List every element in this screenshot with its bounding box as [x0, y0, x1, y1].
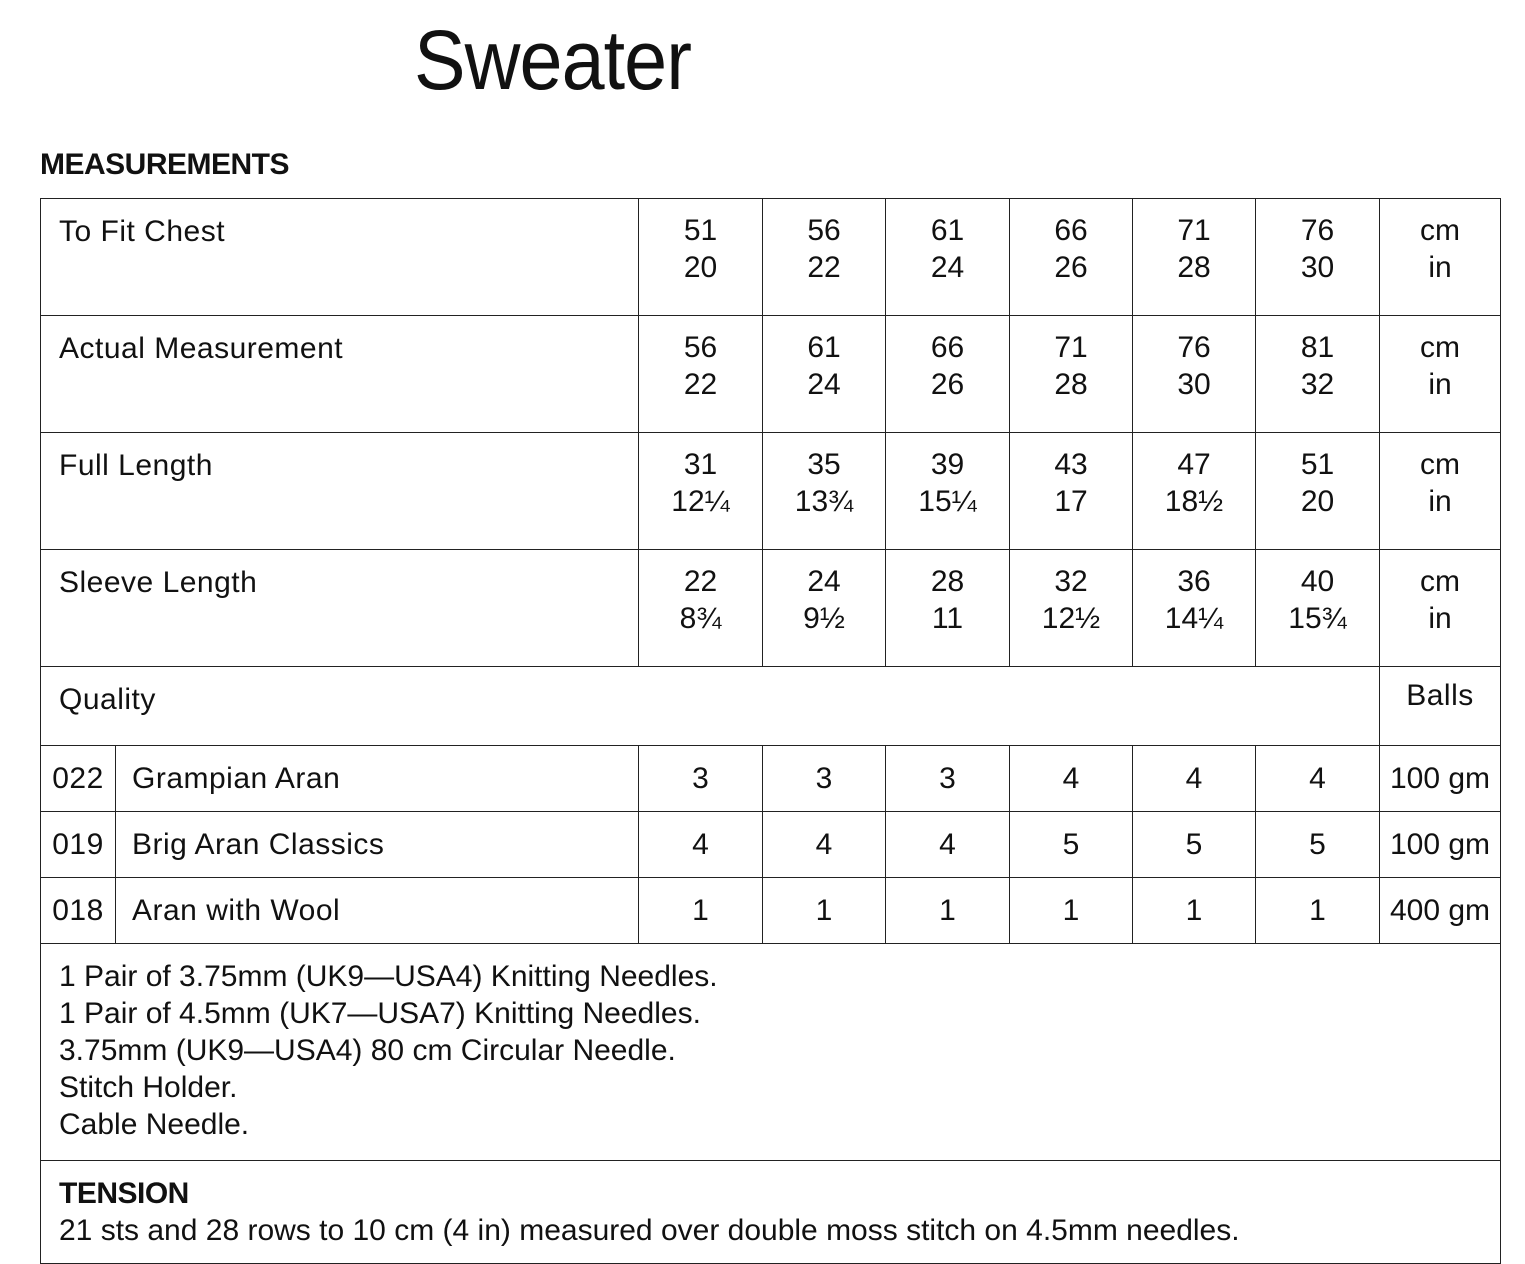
size-value: 61 24: [886, 199, 1010, 316]
ball-count: 4: [1010, 746, 1133, 812]
ball-count: 1: [1133, 878, 1256, 944]
measurements-heading: MEASUREMENTS: [40, 148, 290, 181]
quality-label: Quality: [41, 667, 1380, 746]
ball-count: 5: [1256, 812, 1380, 878]
size-value: 43 17: [1010, 433, 1133, 550]
ball-count: 1: [1010, 878, 1133, 944]
yarn-code: 019: [41, 812, 116, 878]
yarn-name: Grampian Aran: [116, 746, 639, 812]
size-value: 47 18½: [1133, 433, 1256, 550]
tension-block: [41, 1161, 1501, 1264]
row-label: Full Length: [41, 433, 639, 550]
table-row: [41, 550, 1501, 667]
table-row: [41, 746, 1501, 812]
needles-list: [41, 944, 1501, 1161]
measurements-body: [41, 199, 1501, 1264]
table-row: [41, 878, 1501, 944]
page-title: Sweater: [414, 13, 692, 107]
unit-label: cm in: [1380, 316, 1501, 433]
ball-count: 5: [1010, 812, 1133, 878]
needle-item: Cable Needle.: [59, 1108, 250, 1141]
size-value: 71 28: [1133, 199, 1256, 316]
size-value: 56 22: [639, 316, 763, 433]
tension-heading: TENSION: [59, 1177, 189, 1210]
size-value: 36 14¼: [1133, 550, 1256, 667]
size-value: 61 24: [763, 316, 886, 433]
size-value: 76 30: [1256, 199, 1380, 316]
ball-count: 4: [639, 812, 763, 878]
row-label: Sleeve Length: [41, 550, 639, 667]
size-value: 40 15¾: [1256, 550, 1380, 667]
yarn-code: 018: [41, 878, 116, 944]
size-value: 66 26: [886, 316, 1010, 433]
size-value: 66 26: [1010, 199, 1133, 316]
row-label: Actual Measurement: [41, 316, 639, 433]
yarn-name: Brig Aran Classics: [116, 812, 639, 878]
measurements-table: [40, 198, 1501, 1264]
size-value: 81 32: [1256, 316, 1380, 433]
size-value: 51 20: [1256, 433, 1380, 550]
size-value: 39 15¼: [886, 433, 1010, 550]
table-row: [41, 199, 1501, 316]
needle-item: 1 Pair of 4.5mm (UK7—USA7) Knitting Needles.: [59, 997, 701, 1030]
ball-count: 4: [886, 812, 1010, 878]
yarn-code: 022: [41, 746, 116, 812]
ball-count: 3: [886, 746, 1010, 812]
size-value: 76 30: [1133, 316, 1256, 433]
needle-item: 3.75mm (UK9—USA4) 80 cm Circular Needle.: [59, 1034, 676, 1067]
unit-label: cm in: [1380, 199, 1501, 316]
size-value: 22 8¾: [639, 550, 763, 667]
table-row: [41, 316, 1501, 433]
size-value: 71 28: [1010, 316, 1133, 433]
ball-count: 3: [763, 746, 886, 812]
size-value: 56 22: [763, 199, 886, 316]
size-value: 24 9½: [763, 550, 886, 667]
ball-count: 1: [886, 878, 1010, 944]
table-row: [41, 812, 1501, 878]
ball-count: 4: [1133, 746, 1256, 812]
balls-label: Balls: [1380, 667, 1501, 746]
ball-weight: 100 gm: [1380, 746, 1501, 812]
needle-item: 1 Pair of 3.75mm (UK9—USA4) Knitting Needles.: [59, 960, 718, 993]
ball-count: 3: [639, 746, 763, 812]
size-value: 28 11: [886, 550, 1010, 667]
ball-count: 4: [763, 812, 886, 878]
tension-row: [41, 1161, 1501, 1264]
ball-count: 1: [1256, 878, 1380, 944]
needles-row: [41, 944, 1501, 1161]
ball-count: 1: [763, 878, 886, 944]
unit-label: cm in: [1380, 550, 1501, 667]
ball-count: 4: [1256, 746, 1380, 812]
ball-count: 1: [639, 878, 763, 944]
ball-weight: 100 gm: [1380, 812, 1501, 878]
ball-count: 5: [1133, 812, 1256, 878]
ball-weight: 400 gm: [1380, 878, 1501, 944]
unit-label: cm in: [1380, 433, 1501, 550]
size-value: 31 12¼: [639, 433, 763, 550]
size-value: 51 20: [639, 199, 763, 316]
yarn-name: Aran with Wool: [116, 878, 639, 944]
row-label: To Fit Chest: [41, 199, 639, 316]
table-row: [41, 433, 1501, 550]
tension-text: 21 sts and 28 rows to 10 cm (4 in) measured over double moss stitch on 4.5mm needles.: [59, 1214, 1240, 1247]
needle-item: Stitch Holder.: [59, 1071, 238, 1104]
size-value: 35 13¾: [763, 433, 886, 550]
size-value: 32 12½: [1010, 550, 1133, 667]
quality-header-row: [41, 667, 1501, 746]
